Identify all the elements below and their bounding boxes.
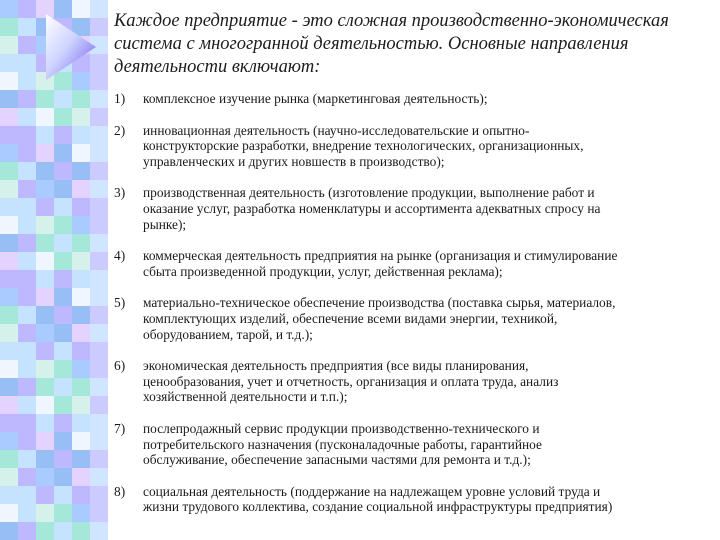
list-item [112,185,712,232]
mosaic-tile [36,234,54,252]
list-item-number: 5) [114,295,126,311]
mosaic-tile [36,198,54,216]
mosaic-tile [0,54,18,72]
mosaic-tile [18,522,36,540]
mosaic-tile [36,270,54,288]
mosaic-tile [72,324,90,342]
mosaic-tile [54,378,72,396]
list-item-text: экономическая деятельность предприятия (все виды планирования, ценообразования, учет и отчетность, организация и оплата труда, анализ хозяйственной деятельности и т.п.); [143,358,559,405]
mosaic-tile [90,342,108,360]
mosaic-tile [90,90,108,108]
mosaic-tile [54,126,72,144]
mosaic-tile [36,126,54,144]
mosaic-tile [18,324,36,342]
mosaic-tile [0,468,18,486]
mosaic-tile [0,342,18,360]
mosaic-tile [90,234,108,252]
slide-content [112,10,712,531]
mosaic-tile [54,180,72,198]
mosaic-tile [90,216,108,234]
mosaic-tile [36,306,54,324]
mosaic-tile [18,144,36,162]
mosaic-tile [0,72,18,90]
mosaic-tile [72,378,90,396]
list-item-text: инновационная деятельность (научно-исследовательские и опытно- конструкторские разработки, внедрение технологических, организационных, управленческих и других новшеств в производство); [143,122,584,169]
mosaic-tile [36,216,54,234]
mosaic-tile [90,504,108,522]
mosaic-tile [72,504,90,522]
mosaic-tile [36,396,54,414]
mosaic-tile [0,108,18,126]
mosaic-tile [54,342,72,360]
mosaic-tile [18,180,36,198]
mosaic-tile [54,144,72,162]
mosaic-tile [0,486,18,504]
mosaic-tile [18,342,36,360]
mosaic-tile [0,378,18,396]
mosaic-tile [0,18,18,36]
mosaic-tile [90,126,108,144]
list-item-number: 2) [114,122,126,138]
mosaic-tile [18,126,36,144]
mosaic-tile [54,288,72,306]
mosaic-tile [18,234,36,252]
mosaic-tile [0,504,18,522]
mosaic-tile [18,252,36,270]
list-item-number: 6) [114,358,126,374]
mosaic-tile [0,360,18,378]
mosaic-tile [72,342,90,360]
mosaic-tile [0,126,18,144]
mosaic-tile [90,144,108,162]
mosaic-tile [18,72,36,90]
mosaic-tile [90,396,108,414]
list-item-number: 8) [114,483,126,499]
mosaic-tile [0,432,18,450]
mosaic-tile [90,468,108,486]
mosaic-tile [0,0,18,18]
mosaic-tile [0,306,18,324]
mosaic-tile [0,252,18,270]
list-item [112,421,712,468]
list-item-text: комплексное изучение рынка (маркетинговая деятельность); [143,91,488,106]
mosaic-tile [0,180,18,198]
mosaic-tile [54,522,72,540]
mosaic-tile [18,90,36,108]
list-item [112,295,712,342]
mosaic-tile [0,216,18,234]
mosaic-tile [36,162,54,180]
list-item-text: послепродажный сервис продукции производственно-технического и потребительского назначения (пусконаладочные работы, гарантийное обслуживание, обеспечение запасными частями для ремонта и т.д.); [143,420,542,468]
mosaic-tile [90,522,108,540]
mosaic-tile [18,18,36,36]
mosaic-tile [18,432,36,450]
mosaic-tile [0,288,18,306]
mosaic-tile [0,522,18,540]
mosaic-tile [18,504,36,522]
mosaic-tile [0,36,18,54]
mosaic-tile [72,180,90,198]
mosaic-tile [90,432,108,450]
list-item-number: 4) [114,248,126,264]
mosaic-tile [0,414,18,432]
mosaic-tile [54,360,72,378]
mosaic-tile [72,144,90,162]
mosaic-tile [54,216,72,234]
mosaic-tile [90,414,108,432]
mosaic-tile [54,90,72,108]
mosaic-tile [36,486,54,504]
mosaic-tile [72,216,90,234]
mosaic-tile [0,90,18,108]
mosaic-tile [72,90,90,108]
mosaic-tile [18,306,36,324]
list-item-number: 7) [114,420,126,436]
mosaic-tile [72,270,90,288]
mosaic-tile [18,450,36,468]
mosaic-tile [54,252,72,270]
list-item-number: 1) [114,91,126,106]
mosaic-tile [54,468,72,486]
mosaic-tile [54,234,72,252]
activity-list [112,91,712,515]
mosaic-tile [90,198,108,216]
mosaic-tile [90,486,108,504]
list-item [112,248,712,279]
list-item [112,484,712,515]
mosaic-tile [36,378,54,396]
list-item [112,91,712,107]
mosaic-tile [54,504,72,522]
mosaic-tile [90,306,108,324]
mosaic-tile [18,36,36,54]
mosaic-tile [36,450,54,468]
mosaic-tile [90,360,108,378]
mosaic-tile [54,306,72,324]
list-item-number: 3) [114,185,126,201]
mosaic-tile [72,450,90,468]
mosaic-tile [36,342,54,360]
mosaic-tile [54,486,72,504]
mosaic-tile [72,234,90,252]
mosaic-tile [18,270,36,288]
mosaic-tile [18,198,36,216]
mosaic-tile [90,162,108,180]
mosaic-tile [36,180,54,198]
mosaic-tile [90,180,108,198]
mosaic-tile [18,162,36,180]
mosaic-tile [36,108,54,126]
mosaic-tile [54,270,72,288]
mosaic-tile [72,414,90,432]
mosaic-tile [18,396,36,414]
mosaic-tile [36,288,54,306]
mosaic-tile [90,450,108,468]
mosaic-tile [0,450,18,468]
mosaic-tile [0,270,18,288]
mosaic-tile [72,126,90,144]
list-item-text: коммерческая деятельность предприятия на рынке (организация и стимулирование сбыта произведенной продукции, услуг, действенная реклама); [143,248,618,279]
mosaic-tile [36,468,54,486]
list-item [112,358,712,405]
mosaic-tile [54,198,72,216]
mosaic-tile [36,252,54,270]
mosaic-tile [72,162,90,180]
list-item-text: социальная деятельность (поддержание на надлежащем уровне условий труда и жизни трудового коллектива, создание социальной инфраструктуры предприятия) [143,483,613,515]
mosaic-tile [36,360,54,378]
mosaic-tile [72,306,90,324]
mosaic-tile [36,324,54,342]
mosaic-tile [18,414,36,432]
mosaic-tile [72,432,90,450]
mosaic-tile [54,162,72,180]
mosaic-tile [36,504,54,522]
mosaic-tile [72,360,90,378]
mosaic-tile [36,522,54,540]
mosaic-tile [54,432,72,450]
mosaic-tile [0,396,18,414]
mosaic-tile [18,486,36,504]
mosaic-tile [72,468,90,486]
mosaic-tile [90,252,108,270]
decorative-mosaic-band [0,0,108,540]
mosaic-tile [0,324,18,342]
mosaic-tile [54,396,72,414]
mosaic-tile [36,90,54,108]
mosaic-tile [18,468,36,486]
mosaic-tile [54,108,72,126]
mosaic-tile [18,360,36,378]
mosaic-tile [72,486,90,504]
mosaic-tile [0,144,18,162]
mosaic-tile [72,252,90,270]
mosaic-tile [90,108,108,126]
mosaic-tile [72,396,90,414]
mosaic-tile [90,270,108,288]
mosaic-tile [18,0,36,18]
mosaic-tile [36,144,54,162]
mosaic-tile [72,108,90,126]
mosaic-tile [72,522,90,540]
mosaic-tile [54,414,72,432]
mosaic-tile [36,414,54,432]
mosaic-tile [90,378,108,396]
mosaic-tile [90,324,108,342]
mosaic-tile [54,450,72,468]
mosaic-tile [36,432,54,450]
list-item-text: производственная деятельность (изготовление продукции, выполнение работ и оказание услуг, разработка номенклатуры и ассортимента адекватных спросу на рынке); [143,185,601,232]
mosaic-tile [72,288,90,306]
list-item-text: материально-техническое обеспечение производства (поставка сырья, материалов, комплектующих изделий, обеспечение всеми видами энергии, техникой, оборудованием, тарой, и т.д.); [143,295,616,342]
mosaic-tile [0,234,18,252]
mosaic-tile [18,216,36,234]
triangle-arrow-icon [42,12,98,82]
list-item [112,123,712,170]
mosaic-tile [90,288,108,306]
mosaic-tile [18,108,36,126]
mosaic-tile [18,54,36,72]
mosaic-tile [0,162,18,180]
slide-heading: Каждое предприятие - это сложная производственно-экономическая система с многогранной деятельностью. Основные направления деятельности включают: [114,11,669,77]
mosaic-tile [0,198,18,216]
mosaic-tile [18,288,36,306]
mosaic-tile [72,198,90,216]
mosaic-tile [54,324,72,342]
mosaic-tile [18,378,36,396]
